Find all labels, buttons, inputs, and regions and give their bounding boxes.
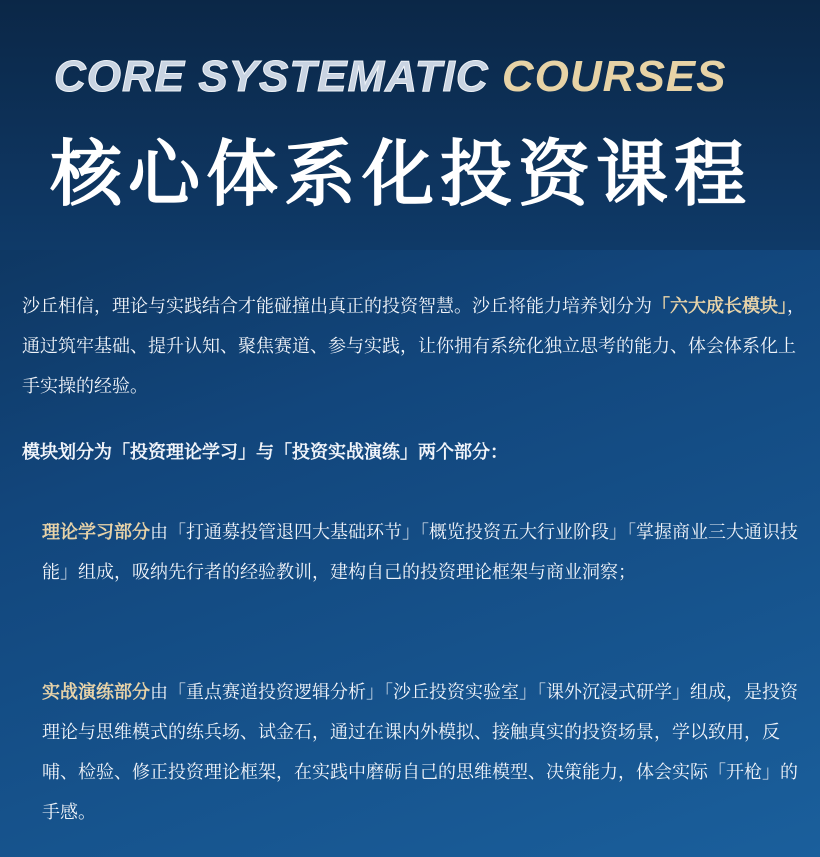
practice-label: 实战演练部分 [42, 682, 150, 702]
title-chinese: 核心体系化投资课程 [50, 135, 753, 215]
division-heading: 模块划分为「投资理论学习」与「投资实战演练」两个部分： [22, 442, 508, 462]
practice-text: 由「重点赛道投资逻辑分析」「沙丘投资实验室」「课外沉浸式研学」组成，是投资理论与思维模式的练兵场、试金石，通过在课内外模拟、接触真实的投资场景，学以致用，反哺、检验、修正投资理论框架，在实践中磨砺自己的思维模型、决策能力，体会实际「开枪」的手感。 [42, 682, 798, 822]
title-english [54, 52, 726, 102]
intro-paragraph [22, 286, 808, 406]
theory-label: 理论学习部分 [42, 522, 150, 542]
title-en-gold: COURSES [501, 52, 727, 101]
intro-text-2: ，通过筑牢基础、提升认知、聚焦赛道、参与实践，让你拥有系统化独立思考的能力、体会体系化上手实操的经验。 [22, 296, 805, 396]
intro-highlight: 「六大成长模块」 [652, 296, 787, 316]
practice-paragraph [42, 672, 808, 832]
intro-text-1: 沙丘相信，理论与实践结合才能碰撞出真正的投资智慧。沙丘将能力培养划分为 [22, 296, 652, 316]
hero-banner [0, 0, 820, 250]
theory-text: 由「打通募投管退四大基础环节」「概览投资五大行业阶段」「掌握商业三大通识技能」组成，吸纳先行者的经验教训，建构自己的投资理论框架与商业洞察； [42, 522, 798, 582]
theory-paragraph [42, 512, 808, 592]
title-en-outline: CORE SYSTEMATIC [54, 52, 502, 101]
